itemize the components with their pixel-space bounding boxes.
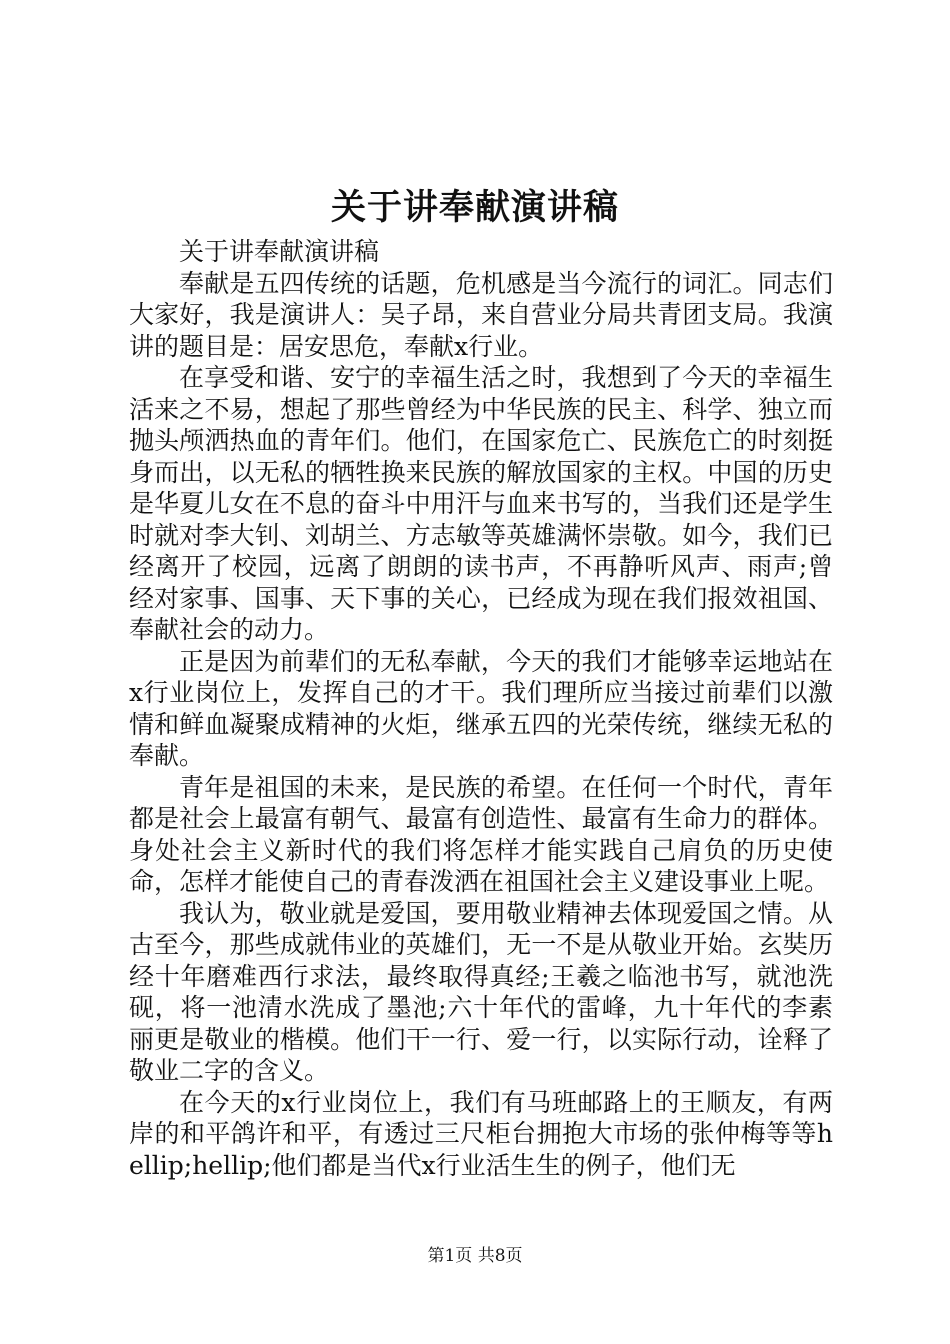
paragraph: 在今天的x行业岗位上，我们有马班邮路上的王顺友，有两岸的和平鸽许和平，有透过三尺柜台拥抱大市场的张仲梅等等hellip;hellip;他们都是当代x行业活生生的例子，他们无: [129, 1087, 833, 1180]
paragraph: 奉献是五四传统的话题，危机感是当今流行的词汇。同志们大家好，我是演讲人：吴子昂，来自营业分局共青团支局。我演讲的题目是：居安思危，奉献x行业。: [129, 268, 833, 361]
paragraph: 青年是祖国的未来，是民族的希望。在任何一个时代，青年都是社会上最富有朝气、最富有创造性、最富有生命力的群体。身处社会主义新时代的我们将怎样才能实践自己肩负的历史使命，怎样才能使自己的青春泼洒在祖国社会主义建设事业上呢。: [129, 772, 833, 896]
document-title: 关于讲奉献演讲稿: [330, 187, 619, 228]
paragraph-subtitle: 关于讲奉献演讲稿: [179, 237, 380, 266]
page-footer: 第1页 共8页: [427, 1246, 523, 1266]
paragraph: 我认为，敬业就是爱国，要用敬业精神去体现爱国之情。从古至今，那些成就伟业的英雄们，无一不是从敬业开始。玄奘历经十年磨难西行求法，最终取得真经;王羲之临池书写，就池洗砚，将一池清水洗成了墨池;六十年代的雷峰，九十年代的李素丽更是敬业的楷模。他们干一行、爱一行，以实际行动，诠释了敬业二字的含义。: [129, 898, 833, 1085]
document-body: [129, 236, 833, 1181]
paragraph: 正是因为前辈们的无私奉献，今天的我们才能够幸运地站在x行业岗位上，发挥自己的才干。我们理所应当接过前辈们以激情和鲜血凝聚成精神的火炬，继承五四的光荣传统，继续无私的奉献。: [129, 646, 833, 770]
paragraph: 在享受和谐、安宁的幸福生活之时，我想到了今天的幸福生活来之不易，想起了那些曾经为中华民族的民主、科学、独立而抛头颅洒热血的青年们。他们，在国家危亡、民族危亡的时刻挺身而出，以无私的牺牲换来民族的解放国家的主权。中国的历史是华夏儿女在不息的奋斗中用汗与血来书写的，当我们还是学生时就对李大钊、刘胡兰、方志敏等英雄满怀崇敬。如今，我们已经离开了校园，远离了朗朗的读书声，不再静听风声、雨声;曾经对家事、国事、天下事的关心，已经成为现在我们报效祖国、奉献社会的动力。: [129, 363, 833, 644]
